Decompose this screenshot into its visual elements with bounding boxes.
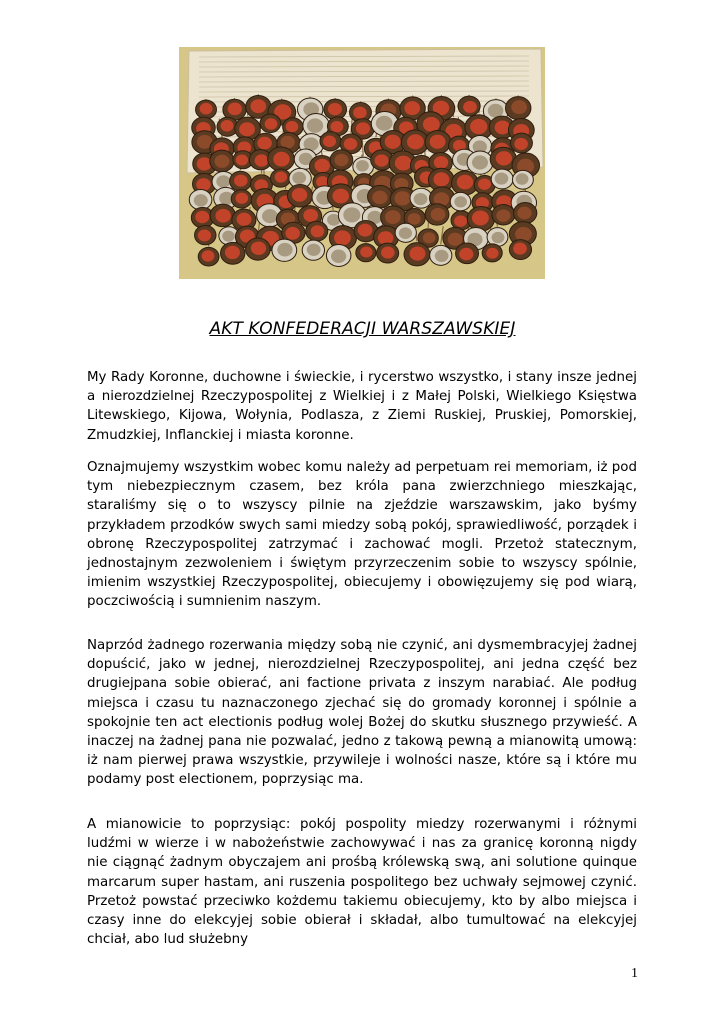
wax-seal: [268, 147, 295, 171]
wax-seal: [221, 242, 245, 264]
wax-seal: [189, 190, 212, 210]
wax-seal: [210, 204, 235, 227]
wax-seal: [377, 243, 399, 263]
paragraph-4: A mianowicie to poprzysiąc: pokój pospolity miedzy rozerwanymi i różnymi ludźmi w wierze i w nabożeństwie zachowywać i nas za granicę koronną nigdy nie ciągnąć żadnym obyczajem ani prośbą królewską swą, ani solutione quinque marcarum super hastam, ani ruszenia pospolitego bez uchwały sejmowej czynić. Przetoż powstać przeciwko kożdemu takiemu obiecujemy, kto by albo miejsca i czasy inne do elekcyjej sobie obierał i składał, albo tumultować na elekcyjej chciał, abo lud służebny: [87, 817, 637, 948]
paragraph-1: My Rady Koronne, duchowne i świeckie, i rycerstwo wszystko, i stany insze jednej a nierozdzielnej Rzeczypospolitej z Wielkiej i z Małej Polski, Wielkiego Księstwa Litewskiego, Kijowa, Wołynia, Podlasza, z Ziemi Ruskiej, Pruskiej, Pomorskiej, Zmudzkiej, Inflanckiej i miasta koronne.: [87, 370, 637, 443]
wax-seal: [272, 239, 297, 261]
wax-seal: [410, 188, 432, 208]
wax-seal: [320, 132, 341, 151]
wax-seal: [210, 150, 234, 172]
wax-seal: [513, 170, 534, 189]
page-number: 1: [631, 966, 638, 981]
paragraph-2: Oznajmujemy wszystkim wobec komu należy ad perpetuam rei memoriam, iż pod tym niebezpiecznym czasem, bez króla pana zwierzchniego mieszkając, staraliśmy się o to wszyscy pilnie na zjeździe warszawskim, jako byśmy przykładem przodków swych sami miedzy sobą pokój, sprawiedliwość, porządek i obronę Rzeczypospolitej zatrzymać i zachować mogli. Przetoż statecznym, jednostajnym zezwoleniem i świętym przyrzeczenim sobie to wszyscy spólnie, imienim wszystkiej Rzeczypospolitej, obiecujemy i obowięzujemy się pod wiarą, poczciwością i sumnienim naszym.: [87, 460, 637, 610]
wax-seal: [198, 247, 219, 266]
wax-seal: [230, 171, 252, 191]
document-photo: [179, 47, 545, 279]
wax-seal: [306, 221, 328, 241]
wax-seal: [458, 96, 480, 116]
wax-seal: [356, 244, 376, 262]
wax-seal: [456, 243, 479, 264]
wax-seal: [509, 240, 531, 260]
wax-seal: [450, 192, 471, 210]
wax-seal: [302, 240, 324, 260]
wax-seal: [510, 133, 532, 153]
wax-seal: [395, 223, 416, 242]
paragraph-3: Naprzód żadnego rozerwania między sobą nie czynić, ani dysmembracyjej żadnej dopuścić, jako w jednej, nierozdzielnej Rzeczypospolitej, ani jedna część bez drugiejpana sobie obierać, ani factione privata z inszym narabiać. Ale podług miejsca i czasu tu naznaczonego zjechać się do gromady koronnej i spólnie a spokojnie ten act electionis podług wolej Bożej do skutku słusznego przywieść. A inaczej na żadnej pana nie pozwalać, jedno z takową pewną a mianowitą umową: iż nam pierwej prawa wszystkie, przywileje i wolności nasze, które są i które mu podamy post electionem, poprzysiąc ma.: [87, 638, 637, 788]
wax-seal: [404, 243, 430, 266]
wax-seal: [430, 245, 452, 265]
wax-seal: [505, 97, 530, 120]
wax-seal: [260, 114, 281, 133]
wax-seal: [425, 131, 451, 154]
wax-seal: [330, 150, 353, 170]
wax-seal: [491, 169, 513, 189]
document-title: AKT KONFEDERACJI WARSZAWSKIEJ: [209, 319, 516, 339]
wax-seal: [482, 244, 502, 262]
wax-seal: [467, 206, 494, 231]
wax-seal: [514, 203, 537, 224]
wax-seal: [196, 100, 217, 119]
wax-seal: [324, 99, 347, 119]
wax-seal: [368, 185, 393, 207]
wax-seal: [246, 238, 271, 260]
wax-seal: [231, 190, 252, 208]
seals-image: [179, 47, 545, 279]
wax-seal: [326, 244, 350, 266]
wax-seal: [195, 225, 216, 244]
wax-seal: [492, 205, 515, 226]
wax-seal: [287, 184, 312, 207]
wax-seal: [467, 151, 493, 174]
wax-seal: [425, 204, 449, 225]
wax-seal: [271, 169, 291, 187]
